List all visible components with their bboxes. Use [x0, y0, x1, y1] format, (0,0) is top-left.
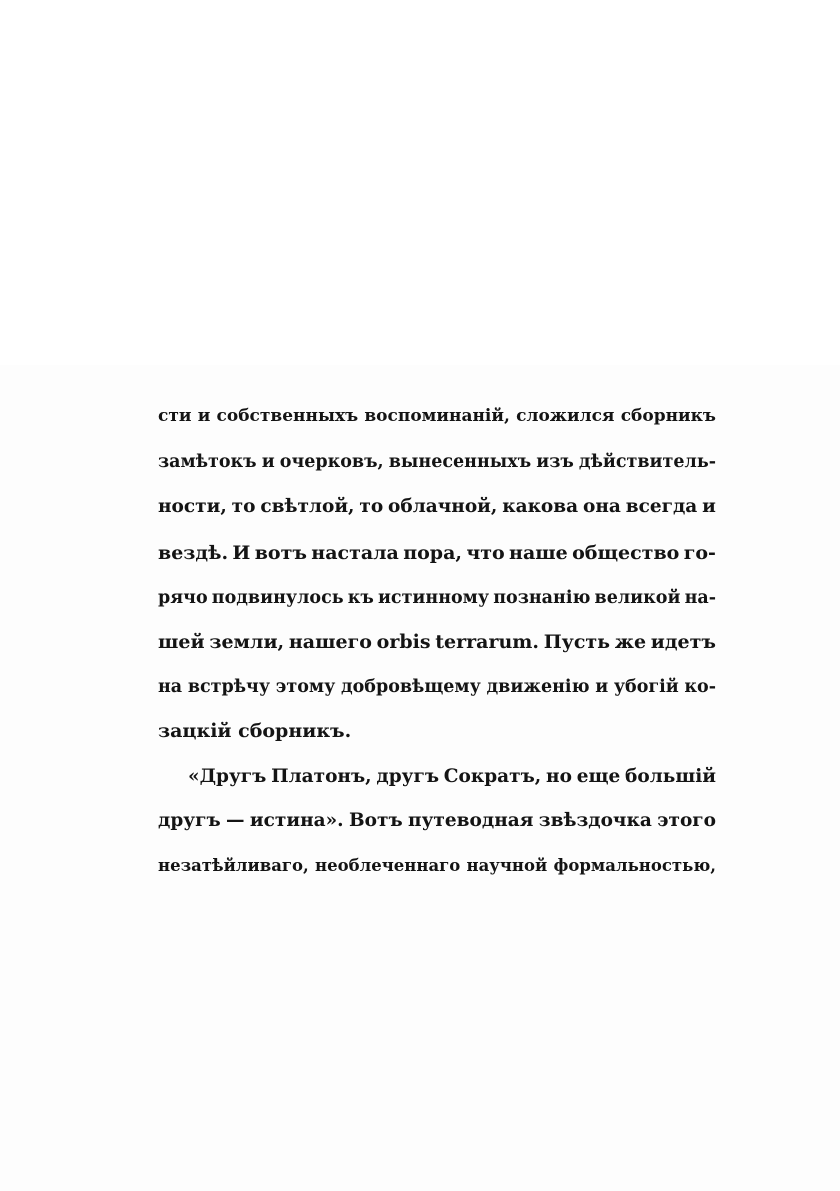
word: вынесенныхъ — [388, 452, 532, 472]
word: пора, — [403, 542, 462, 564]
text-line — [158, 665, 716, 709]
word: шей — [158, 631, 205, 653]
word: orbis — [376, 631, 431, 653]
word: истинному — [377, 588, 490, 608]
text-line — [158, 576, 716, 620]
word: научной — [466, 856, 548, 875]
word: terrarum. — [435, 631, 539, 653]
word: другъ — [376, 766, 440, 787]
word: на — [158, 677, 183, 697]
word: Пусть — [543, 631, 611, 653]
word: сложился — [516, 406, 615, 426]
word: добровѣщему — [340, 677, 481, 697]
text-line — [158, 844, 716, 888]
word: очерковъ, — [279, 452, 384, 472]
word: рячо — [158, 588, 208, 608]
word: къ — [347, 588, 374, 608]
word: настала — [311, 542, 399, 564]
word: звѣздочка — [538, 810, 652, 831]
text-line: зацкій сборникъ. — [158, 720, 352, 742]
word: путеводная — [408, 810, 534, 831]
word: она — [582, 496, 621, 517]
word: этому — [275, 677, 336, 697]
word: наше — [509, 542, 568, 564]
text-line — [158, 620, 716, 664]
word: и — [702, 496, 716, 517]
word: этого — [657, 810, 716, 831]
word: великой — [594, 588, 681, 608]
word: собственныхъ — [216, 406, 359, 426]
word: подвинулось — [211, 588, 344, 608]
word: го- — [683, 542, 716, 564]
word: и — [595, 677, 609, 697]
word: замѣтокъ — [158, 452, 257, 472]
word: вездѣ. — [158, 542, 229, 564]
text-line — [188, 755, 716, 799]
word: изъ — [536, 452, 574, 472]
word: идетъ — [650, 631, 716, 653]
word: дѣйствитель- — [578, 452, 716, 472]
text-line — [158, 485, 716, 529]
word: ности, — [158, 496, 227, 517]
word: необлеченнаго — [315, 856, 461, 875]
word: еще — [576, 766, 621, 787]
text-line — [158, 440, 716, 484]
word: Сократъ, — [443, 766, 542, 787]
word: встрѣчу — [187, 677, 271, 697]
word: Вотъ — [349, 810, 403, 831]
word: движенію — [486, 677, 590, 697]
word: ко- — [684, 677, 716, 697]
word: И — [232, 542, 251, 564]
text-line — [158, 394, 716, 438]
word: убогій — [613, 677, 679, 697]
word: большій — [625, 766, 716, 787]
word: земли, — [209, 631, 285, 653]
word: воспоминаній, — [364, 406, 510, 426]
word: и — [197, 406, 211, 426]
word: сти — [158, 406, 192, 426]
word: нашего — [288, 631, 372, 653]
word: познанію — [493, 588, 591, 608]
word: формальностью, — [553, 856, 716, 875]
text-line — [158, 799, 716, 843]
word: облачной, — [388, 496, 498, 517]
word: вотъ — [254, 542, 307, 564]
word: то — [231, 496, 256, 517]
word: другъ — [158, 810, 221, 831]
word: «Другъ — [188, 766, 267, 787]
word: Платонъ, — [271, 766, 372, 787]
word: же — [614, 631, 647, 653]
word: истина». — [249, 810, 344, 831]
word: и — [261, 452, 275, 472]
text-line — [158, 531, 716, 575]
word: сборникъ — [620, 406, 716, 426]
word: общество — [572, 542, 680, 564]
word: какова — [502, 496, 579, 517]
word: но — [546, 766, 572, 787]
word: свѣтлой, — [260, 496, 355, 517]
word: — — [226, 810, 245, 831]
word: на- — [684, 588, 716, 608]
word: незатѣйливаго, — [158, 856, 309, 875]
word: всегда — [625, 496, 698, 517]
word: то — [359, 496, 384, 517]
word: что — [466, 542, 505, 564]
